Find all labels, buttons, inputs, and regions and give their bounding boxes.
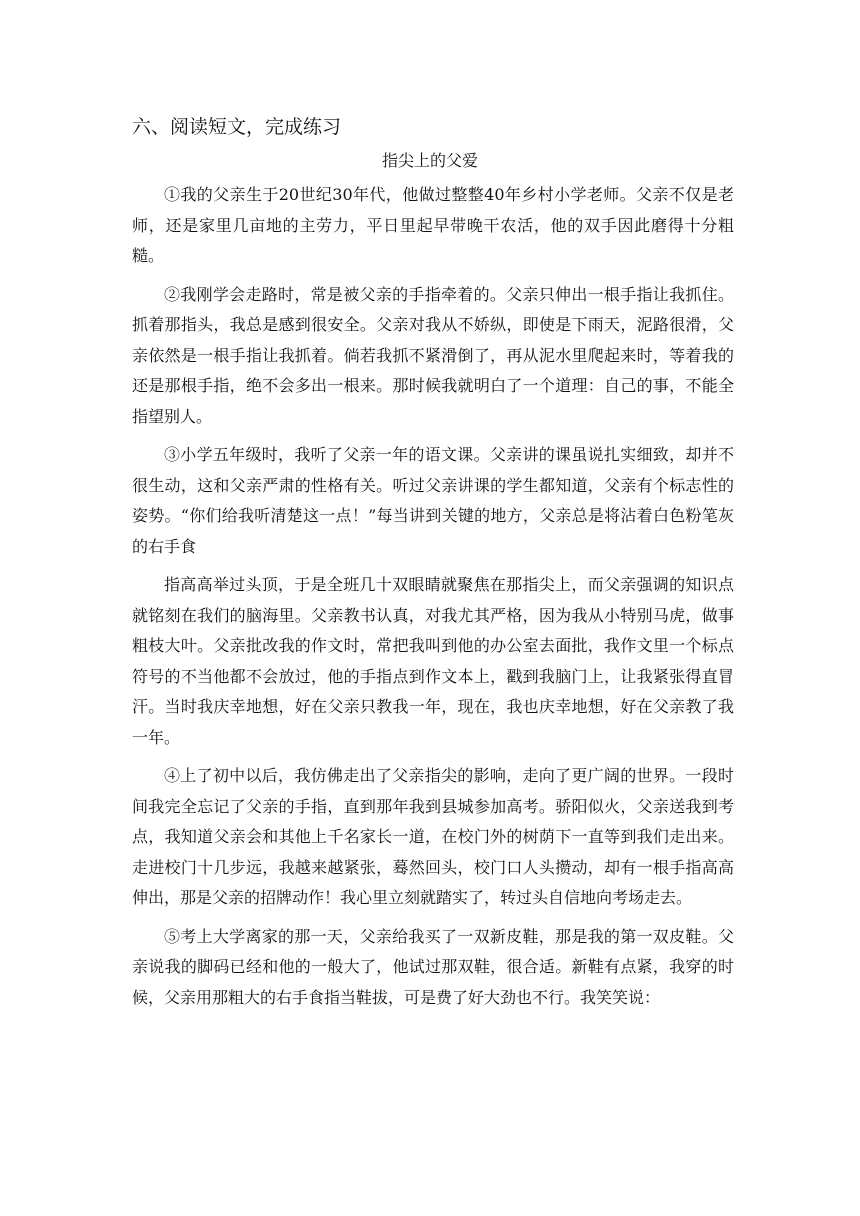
paragraph-3: ③小学五年级时，我听了父亲一年的语文课。父亲讲的课虽说扎实细致，却并不很生动，这和父亲严肃的性格有关。听过父亲讲课的学生都知道，父亲有个标志性的姿势。“你们给我听清楚这一点！”每当讲到关键的地方，父亲总是将沾着白色粉笔灰的右手食: [132, 445, 734, 556]
paragraph-1: ①我的父亲生于20世纪30年代，他做过整整40年乡村小学老师。父亲不仅是老师，还是家里几亩地的主劳力，平日里起早带晚干农活，他的双手因此磨得十分粗糙。: [132, 185, 734, 265]
paragraph-2: ②我刚学会走路时，常是被父亲的手指牵着的。父亲只伸出一根手指让我抓住。抓着那指头，我总是感到很安全。父亲对我从不娇纵，即使是下雨天，泥路很滑，父亲依然是一根手指让我抓着。倘若我抓不紧滑倒了，再从泥水里爬起来时，等着我的还是那根手指，绝不会多出一根来。那时候我就明白了一个道理：自己的事，不能全指望别人。: [132, 284, 734, 426]
paragraph-6: ⑤考上大学离家的那一天，父亲给我买了一双新皮鞋，那是我的第一双皮鞋。父亲说我的脚码已经和他的一般大了，他试过那双鞋，很合适。新鞋有点紧，我穿的时候，父亲用那粗大的右手食指当鞋拔，可是费了好大劲也不行。我笑笑说：: [132, 926, 734, 1007]
paragraph-4: 指高高举过头顶，于是全班几十双眼睛就聚焦在那指尖上，而父亲强调的知识点就铭刻在我们的脑海里。父亲教书认真，对我尤其严格，因为我从小特别马虎，做事粗枝大叶。父亲批改我的作文时，常把我叫到他的办公室去面批，我作文里一个标点符号的不当他都不会放过，他的手指点到作文本上，戳到我脑门上，让我紧张得直冒汗。当时我庆幸地想，好在父亲只教我一年，现在，我也庆幸地想，好在父亲教了我一年。: [132, 575, 734, 747]
paragraph-5: ④上了初中以后，我仿佛走出了父亲指尖的影响，走向了更广阔的世界。一段时间我完全忘记了父亲的手指，直到那年我到县城参加高考。骄阳似火，父亲送我到考点，我知道父亲会和其他上千名家长一道，在校门外的树荫下一直等到我们走出来。走进校门十几步远，我越来越紧张，蓦然回头，校门口人头攒动，却有一根手指高高伸出，那是父亲的招牌动作！我心里立刻就踏实了，转过头自信地向考场走去。: [132, 766, 734, 907]
section-heading: 六、阅读短文，完成练习: [132, 116, 342, 138]
article-title: 指尖上的父爱: [381, 151, 478, 170]
article-body: [132, 180, 734, 1021]
